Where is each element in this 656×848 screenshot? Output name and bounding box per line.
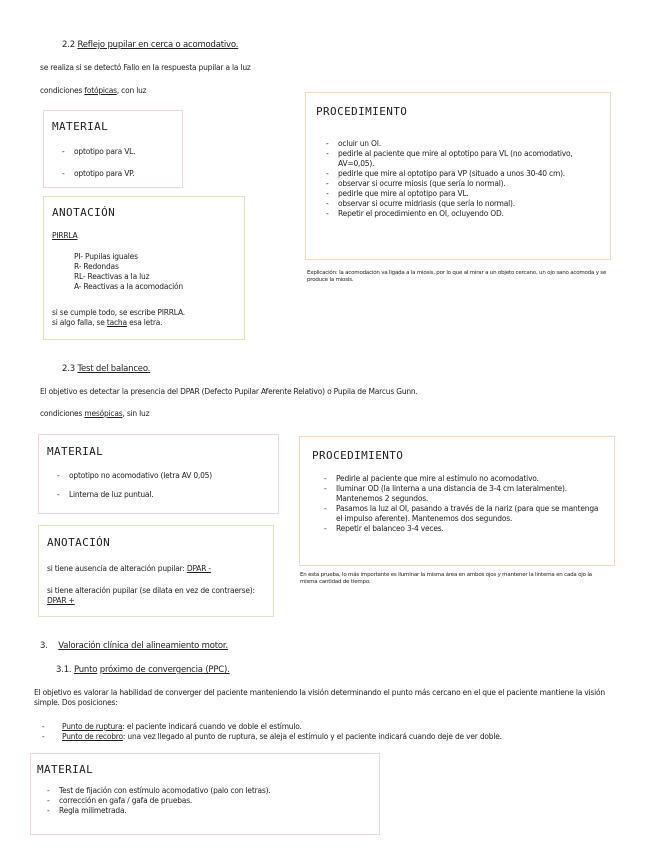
conditions-label: condiciones: [40, 409, 83, 418]
section-intro: se realiza si se detectó Fallo en la respuesta pupilar a la luz: [40, 63, 251, 72]
posiciones-list: [42, 722, 632, 742]
material-box: [38, 434, 279, 514]
section-title: Test del balanceo.: [77, 364, 151, 374]
conditions-suffix: , con luz: [116, 86, 147, 95]
conditions-value: fotópicas: [84, 86, 117, 95]
anotacion-code: DPAR -: [186, 564, 211, 573]
legend-line: A- Reactivas a la acomodación: [74, 282, 183, 291]
list-item: - optotipo para VP.: [62, 169, 177, 179]
section-intro: El objetivo es detectar la presencia del DPAR (Defecto Pupilar Aferente Relativo) o Pupila de Marcus Gunn.: [40, 387, 418, 396]
list-item: - Regla milimetrada.: [47, 806, 372, 816]
list-item: - pedirle que mire al optotipo para VL.: [326, 189, 598, 199]
note-text: esa letra.: [129, 318, 163, 327]
anotacion-note: [52, 308, 185, 328]
note-line: [52, 318, 185, 328]
term: Punto de ruptura: [62, 722, 123, 731]
legend-line: PI- Pupilas iguales: [74, 252, 138, 261]
section-title: Reflejo pupilar en cerca o acomodativo.: [77, 40, 239, 50]
box-title: ANOTACIÓN: [52, 206, 116, 219]
box-title: MATERIAL: [37, 763, 94, 776]
procedimiento-box: [299, 436, 615, 566]
material-list: [47, 786, 372, 816]
list-item: - Linterna de luz puntual.: [57, 490, 272, 500]
section-3-1-heading: [56, 665, 230, 675]
section-number: 3.: [40, 641, 48, 651]
list-item: [42, 732, 632, 742]
box-title: PROCEDIMIENTO: [316, 105, 408, 118]
box-title: MATERIAL: [52, 120, 109, 133]
legend-line: RL- Reactivas a la luz: [74, 272, 150, 281]
explicacion-note: Explicación: la acomodación va ligada a la miosis, por lo que al mirar a un objeto cercano, un ojo sano acomoda y se produce la miosis.: [307, 270, 607, 283]
material-box: [30, 753, 380, 835]
list-item: - corrección en gafa / gafa de pruebas.: [47, 796, 372, 806]
list-item: - optotipo para VL.: [62, 147, 177, 157]
term: Punto de recobro: [62, 732, 123, 741]
anotacion-text: si tiene ausencia de alteración pupilar:: [47, 564, 185, 573]
procedimiento-list: [324, 474, 606, 534]
material-list: [62, 147, 177, 179]
anotacion-box: [38, 525, 274, 617]
list-item: - observar si ocurre midriasis (que sería lo normal).: [326, 199, 598, 209]
conditions-suffix: , sin luz: [122, 409, 150, 418]
conditions-value: mesópicas: [84, 409, 123, 418]
section-3-heading: [40, 641, 228, 651]
list-item: - Pedirle al paciente que mire al estímulo no acomodativo.: [324, 474, 606, 484]
material-list: [57, 471, 272, 500]
note-text: si algo falla, se: [52, 318, 105, 327]
material-box: [43, 110, 183, 188]
section-number: 2.3: [62, 364, 75, 374]
box-title: PROCEDIMIENTO: [312, 449, 404, 462]
conditions-label: condiciones: [40, 86, 83, 95]
anotacion-box: [43, 196, 245, 340]
definition: : el paciente indicará cuando ve doble el estímulo.: [122, 722, 302, 731]
box-title: ANOTACIÓN: [47, 536, 111, 549]
list-item: - Test de fijación con estímulo acomodativo (palo con letras).: [47, 786, 372, 796]
section-title: Valoración clínica del alineamiento motor.: [58, 641, 228, 651]
list-item: - optotipo no acomodativo (letra AV 0,05): [57, 471, 272, 481]
legend-line: R- Redondas: [74, 262, 119, 271]
conditions-line: [40, 86, 146, 95]
box-title: MATERIAL: [47, 445, 104, 458]
section-title: próximo de convergencia (PPC).: [99, 665, 230, 675]
list-item: - Repetir el procedimiento en OI, ocluyendo OD.: [326, 209, 598, 219]
section-number: 3.1.: [56, 665, 72, 675]
list-item: - Repetir el balanceo 3-4 veces.: [324, 524, 606, 534]
section-2-3-heading: [62, 364, 150, 374]
list-item: [42, 722, 632, 732]
anotacion-legend: [74, 252, 183, 292]
procedimiento-list: [326, 139, 598, 219]
note-line: si se cumple todo, se escribe PIRRLA.: [52, 308, 185, 317]
list-item: - ocluir un OI.: [326, 139, 598, 149]
anotacion-code: PIRRLA: [52, 231, 78, 240]
list-item: - pedirle que mire al optotipo para VP (situado a unos 30-40 cm).: [326, 169, 598, 179]
nota-prueba: En esta prueba, lo más importante es iluminar la misma área en ambos ojos y mantener la linterna en cada ojo la misma cantidad de tiempo.: [300, 572, 592, 585]
conditions-line: [40, 409, 149, 418]
definition: : una vez llegado al punto de ruptura, se aleja el estímulo y el paciente indicará cuando deje de ver doble.: [122, 732, 502, 741]
anotacion-text: si tiene alteración pupilar (se dilata en vez de contraerse):: [47, 586, 255, 595]
note-emphasis: tacha: [106, 318, 127, 327]
list-item: - observar si ocurre miosis (que sería lo normal).: [326, 179, 598, 189]
anotacion-code: DPAR +: [47, 596, 75, 605]
procedimiento-box: [305, 92, 611, 260]
anotacion-line: [47, 586, 269, 606]
section-number: 2.2: [62, 40, 75, 50]
anotacion-line: [47, 564, 269, 574]
list-item: - Iluminar OD (la linterna a una distancia de 3-4 cm lateralmente). Mantenemos 2 segundos.: [324, 484, 606, 504]
section-title-underlined: Punto: [73, 665, 98, 675]
section-2-2-heading: [62, 40, 238, 50]
section-intro: El objetivo es valorar la habilidad de converger del paciente manteniendo la visión determinando el punto más cercano en el que el paciente mantiene la visión simple. Dos posiciones:: [34, 688, 605, 707]
list-item: - pedirle al paciente que mire al optotipo para VL (no acomodativo, AV=0,05).: [326, 149, 598, 169]
list-item: - Pasamos la luz al OI, pasando a través de la nariz (para que se mantenga el impulso aferente). Mantenemos dos segundos.: [324, 504, 606, 524]
